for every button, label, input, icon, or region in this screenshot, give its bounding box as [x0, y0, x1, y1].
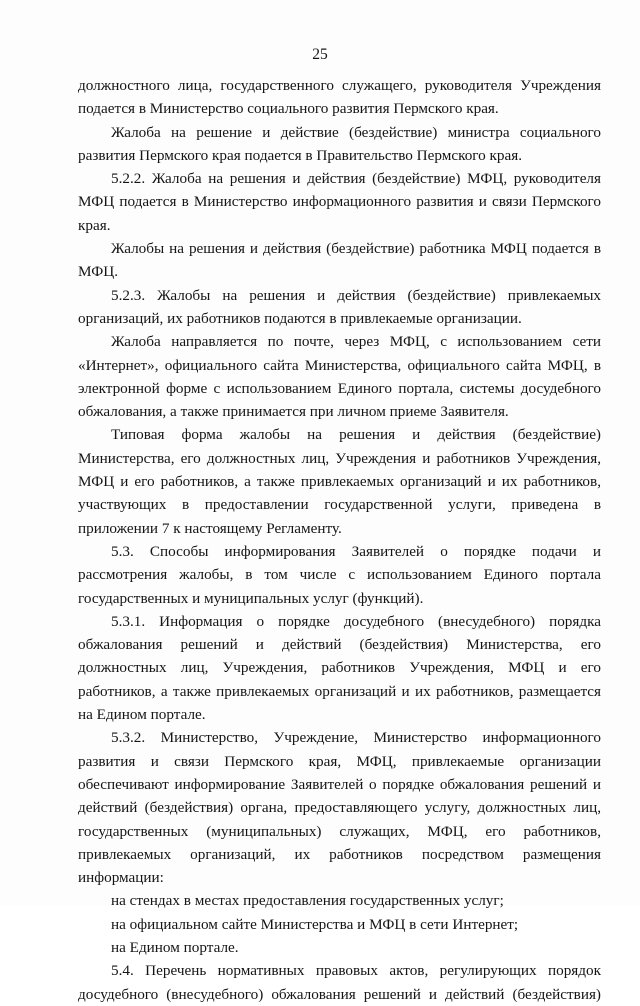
paragraph-continuation: должностного лица, государственного служащего, руководителя Учреждения подается в Министерство социального развития Пермского края.: [78, 77, 601, 118]
page-number: 25: [312, 46, 328, 63]
paragraph-mfc-worker-complaint: Жалобы на решения и действия (бездействие) работника МФЦ подается в МФЦ.: [78, 240, 601, 281]
paragraph-complaint-channels: Жалоба направляется по почте, через МФЦ, с использованием сети «Интернет», официального сайта Министерства, официального сайта МФЦ, в электронной форме с использованием Единого портала, системы досудебного обжалования, а также принимается при личном приеме Заявителя.: [78, 333, 601, 421]
list-item-website: на официальном сайте Министерства и МФЦ в сети Интернет;: [111, 915, 519, 933]
paragraph-5-4: 5.4. Перечень нормативных правовых актов, регулирующих порядок досудебного (внесудебного) обжалования решений и действий (бездействия): [78, 962, 601, 1003]
paragraph-5-2-2: 5.2.2. Жалоба на решения и действия (бездействие) МФЦ, руководителя МФЦ подается в Министерство информационного развития и связи Пермского края.: [78, 170, 601, 234]
list-item-stands: на стендах в местах предоставления государственных услуг;: [111, 892, 504, 910]
paragraph-minister-complaint: Жалоба на решение и действие (бездействие) министра социального развития Пермского края подается в Правительство Пермского края.: [78, 123, 601, 164]
list-item-portal: на Едином портале.: [111, 938, 239, 956]
document-body: [78, 74, 601, 1006]
paragraph-5-3-2: 5.3.2. Министерство, Учреждение, Министерство информационного развития и связи Пермского края, МФЦ, привлекаемые организации обеспечивают информирование Заявителей о порядке обжалования решений и действий (бездействия) органа, предоставляющего услугу, должностных лиц, государственных (муниципальных) служащих, МФЦ, его работников, привлекаемых организаций, их работников посредством размещения информации:: [78, 729, 601, 887]
paragraph-5-3: 5.3. Способы информирования Заявителей о порядке подачи и рассмотрения жалобы, в том числе с использованием Единого портала государственных и муниципальных услуг (функций).: [78, 542, 601, 607]
paragraph-5-3-1: 5.3.1. Информация о порядке досудебного (внесудебного) порядка обжалования решений и действий (бездействия) Министерства, его должностных лиц, Учреждения, работников Учреждения, МФЦ и его работников, а также привлекаемых организаций и их работников, размещается на Едином портале.: [78, 612, 601, 724]
paragraph-standard-form: Типовая форма жалобы на решения и действия (бездействие) Министерства, его должностных лиц, Учреждения и работников Учреждения, МФЦ и его работников, а также привлекаемых организаций и их работников, участвующих в предоставлении государственной услуги, приведена в приложении 7 к настоящему Регламенту.: [78, 426, 601, 537]
paragraph-5-2-3: 5.2.3. Жалобы на решения и действия (бездействие) привлекаемых организаций, их работников подаются в привлекаемые организации.: [78, 286, 601, 327]
